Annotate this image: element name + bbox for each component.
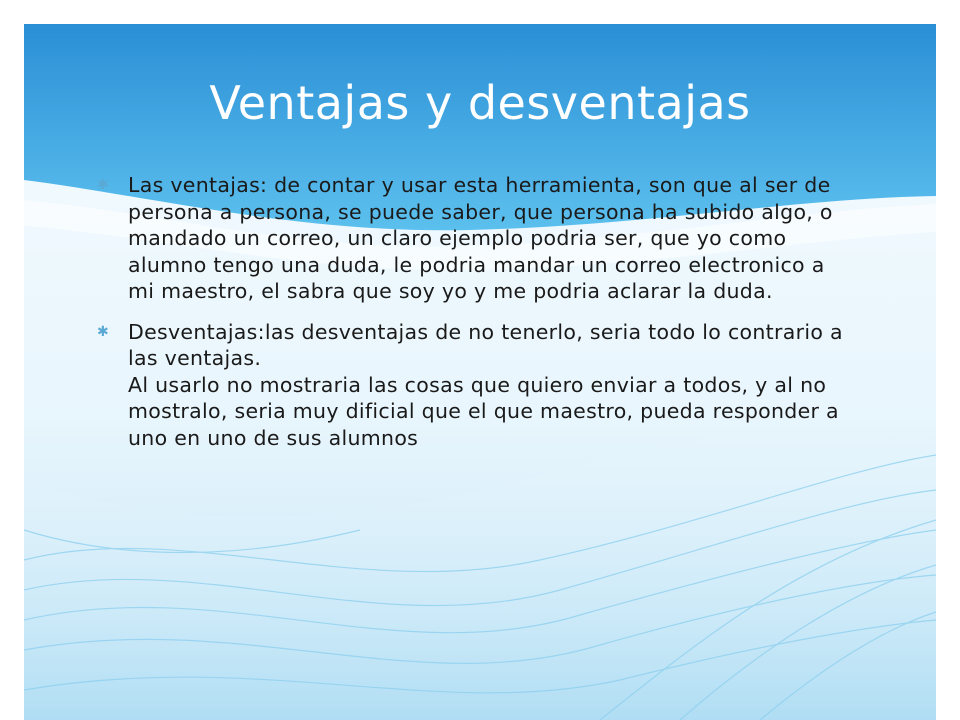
bullet-text-continued: Al usarlo no mostraria las cosas que quiero enviar a todos, y al no mostralo, seria muy dificial que el que maestro, pueda responder a uno en uno de sus alumnos (128, 372, 839, 450)
asterisk-bullet-icon: ✱ (96, 177, 110, 193)
asterisk-bullet-icon: ✱ (96, 323, 110, 340)
bullet-item-ventajas (96, 172, 856, 305)
bullet-list (96, 172, 856, 451)
bullet-text: Las ventajas: de contar y usar esta herramienta, son que al ser de persona a persona, se puede saber, que persona ha subido algo, o mandado un correo, un claro ejemplo podria ser, que yo como alumno tengo una duda, le podria mandar un correo electronico a mi maestro, el sabra que soy yo y me podria aclarar la duda. (128, 173, 833, 303)
slide-title: Ventajas y desventajas (209, 76, 751, 130)
bullet-text: Desventajas:las desventajas de no tenerlo, seria todo lo contrario a las ventajas. (128, 319, 843, 370)
bullet-item-desventajas (96, 319, 856, 452)
